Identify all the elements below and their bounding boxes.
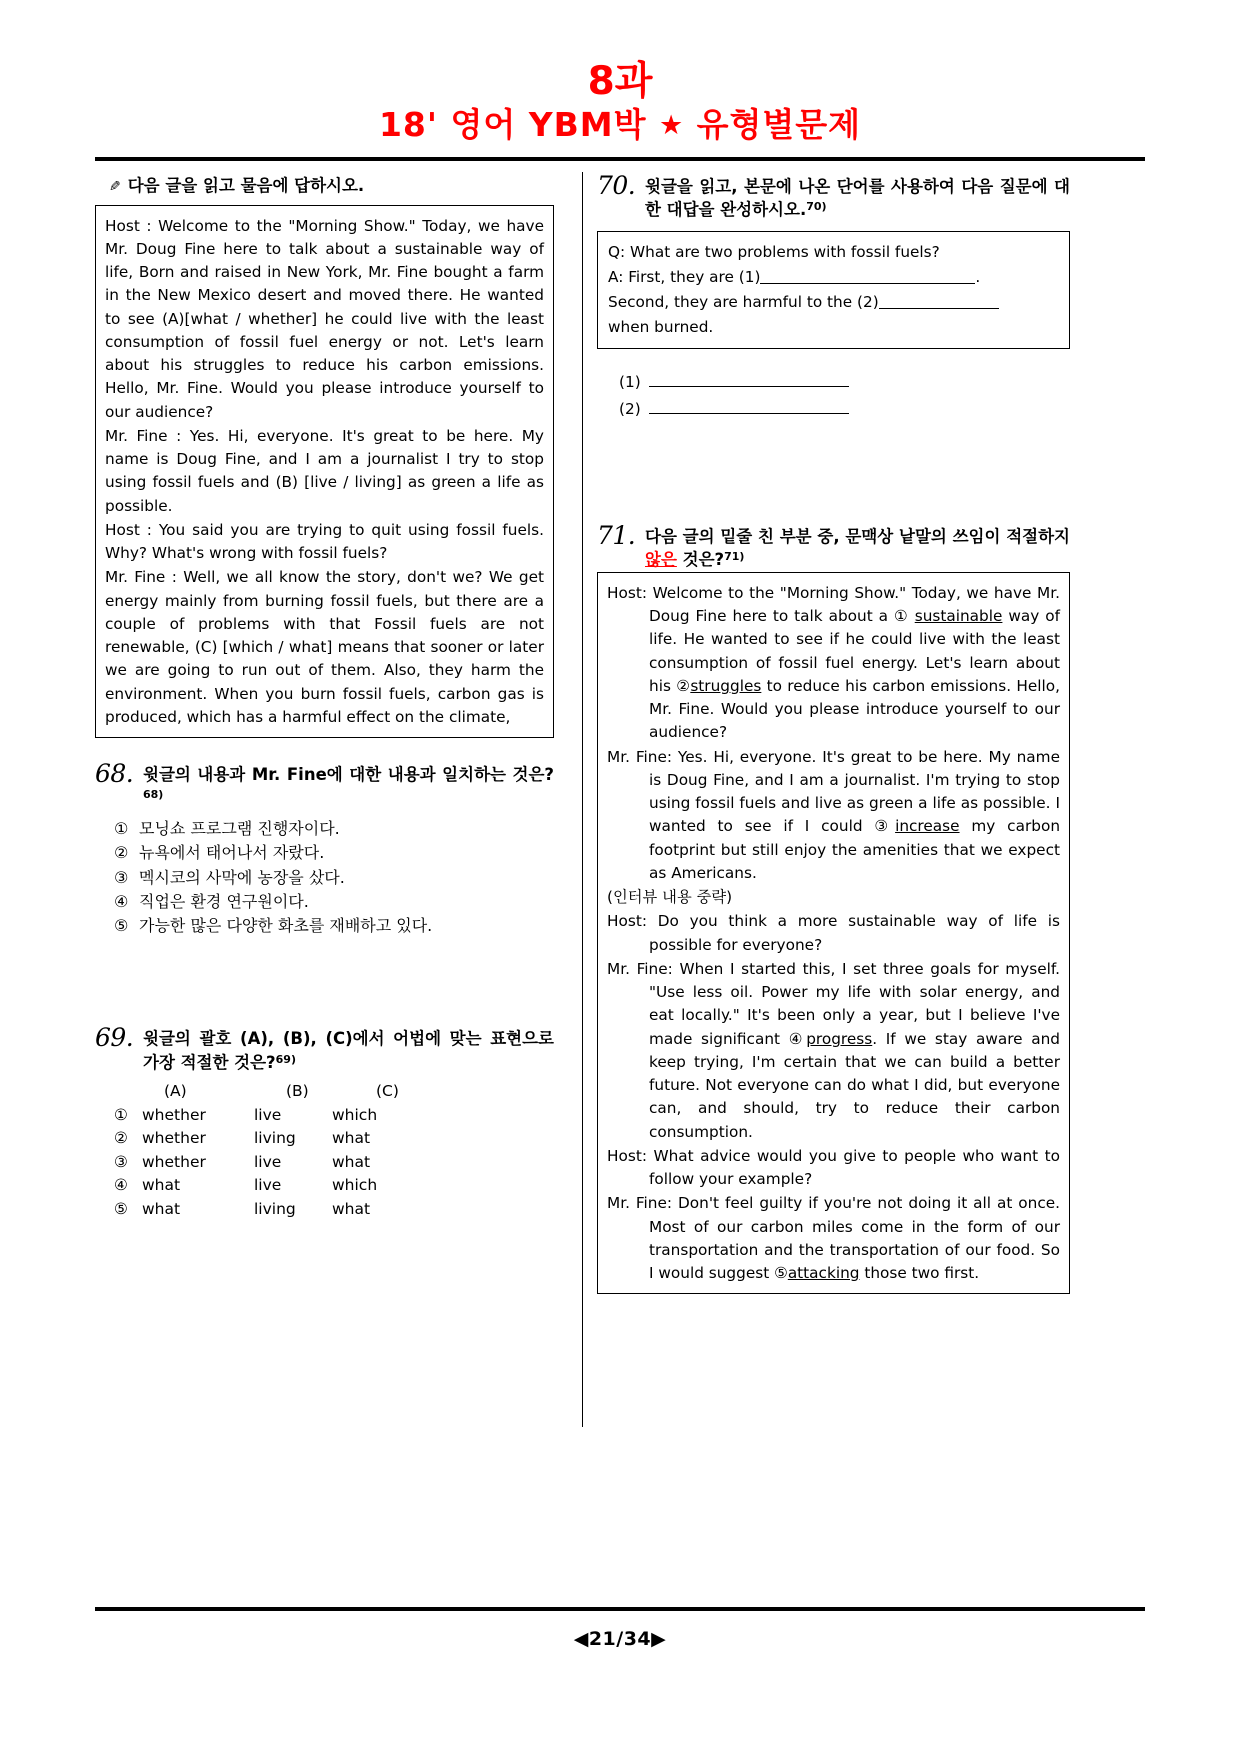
page-number: ◀21/34▶ — [573, 1628, 667, 1650]
option-table-row[interactable] — [114, 1127, 554, 1151]
fill-line-rule[interactable] — [649, 375, 849, 387]
question-70-answer-box — [597, 231, 1070, 349]
question-68 — [95, 760, 554, 938]
page-footer — [0, 1628, 1240, 1650]
directions-text: 다음 글을 읽고 물음에 답하시오. — [127, 175, 365, 195]
passage-text: Do you think a more sustainable way of life is possible for everyone? — [649, 912, 1060, 954]
fill-line-number: (2) — [619, 399, 641, 418]
speaker-label: Mr. Fine: — [607, 747, 678, 766]
qa-answer-line-2 — [608, 290, 1059, 315]
choice-label: 멕시코의 사막에 농장을 샀다. — [139, 867, 345, 887]
cell-c: what — [332, 1152, 371, 1171]
cell-b: living — [254, 1200, 296, 1219]
cell-c: what — [332, 1200, 371, 1219]
question-68-head — [95, 760, 554, 810]
page-title-suffix: 유형별문제 — [684, 105, 862, 144]
question-71-text — [645, 522, 1070, 572]
choice-item[interactable] — [114, 914, 554, 938]
question-71 — [597, 522, 1070, 1294]
choice-marker: ③ — [114, 1152, 128, 1171]
cell-b: live — [254, 1105, 282, 1124]
passage-paragraph — [607, 958, 1060, 1144]
question-71-number: 71. — [597, 521, 636, 551]
choice-marker: ② — [114, 1129, 128, 1148]
choice-marker: ⑤ — [114, 1200, 128, 1219]
choice-marker: ① — [114, 1105, 128, 1124]
qa-second-prefix: Second, they are harmful to the (2) — [608, 292, 879, 311]
passage-paragraph — [607, 746, 1060, 886]
question-70-head — [597, 172, 1070, 222]
option-table-row[interactable] — [114, 1198, 554, 1222]
question-70-stem: 윗글을 읽고, 본문에 나온 단어를 사용하여 다음 질문에 대한 대답을 완성하시오. — [645, 176, 1070, 219]
blank-field-1[interactable] — [760, 283, 975, 284]
right-column — [597, 172, 1070, 1612]
cell-a: whether — [142, 1152, 206, 1171]
question-68-stem: 윗글의 내용과 Mr. Fine에 대한 내용과 일치하는 것은? — [143, 765, 554, 785]
speaker-label: Host: — [607, 583, 653, 602]
cell-a: whether — [142, 1129, 206, 1148]
cell-a: what — [142, 1200, 181, 1219]
qa-answer-line-3: when burned. — [608, 317, 714, 336]
question-68-footnote: 68) — [143, 788, 164, 802]
cell-c: which — [332, 1176, 378, 1195]
passage-text: my carbon footprint but still enjoy the amenities that we expect as Americans. — [649, 817, 1061, 882]
question-69 — [95, 1024, 554, 1221]
star-icon: ★ — [658, 110, 685, 141]
cell-a: whether — [142, 1105, 206, 1124]
question-70-text — [645, 172, 1070, 222]
underlined-choice-word[interactable]: sustainable — [914, 607, 1003, 626]
cell-c: what — [332, 1129, 371, 1148]
option-table-row[interactable] — [114, 1151, 554, 1175]
question-69-head — [95, 1024, 554, 1074]
passage-paragraph — [607, 1192, 1060, 1285]
passage-paragraph — [607, 582, 1060, 745]
cell-b: living — [254, 1129, 296, 1148]
left-column — [95, 172, 568, 1612]
pencil-icon: ✎ — [109, 178, 121, 195]
choice-item[interactable] — [114, 866, 554, 890]
option-table-row[interactable] — [114, 1104, 554, 1128]
underlined-choice-word[interactable]: struggles — [690, 676, 762, 695]
cell-b: live — [254, 1176, 282, 1195]
passage-text: What advice would you give to people who want to follow your example? — [649, 1146, 1060, 1189]
header-divider — [95, 157, 1145, 161]
passage-text: those two first. — [859, 1264, 980, 1283]
content-columns — [95, 172, 1145, 1612]
footer-divider — [95, 1607, 1145, 1611]
lesson-label: 8과 — [587, 59, 653, 104]
option-table-row[interactable] — [114, 1174, 554, 1198]
column-header-b: (B) — [286, 1082, 309, 1101]
speaker-label: Host: — [607, 1146, 654, 1165]
passage-text: way of life. He wanted to see if he could live with the least consumption of fossil fuel energy. Let's learn about his ② — [649, 607, 1060, 695]
question-71-stem-after: 것은? — [676, 550, 725, 570]
fill-line-number: (1) — [619, 373, 641, 392]
choice-marker: ③ — [114, 867, 129, 887]
passage-paragraph: Mr. Fine : Yes. Hi, everyone. It's great to be here. My name is Doug Fine, and I am a journalist I try to stop using fossil fuels and (B) [live / living] as green a life as possible. — [105, 426, 544, 515]
passage-text: When I started this, I set three goals for myself. "Use less oil. Power my life with solar energy, and eat locally." It's been only a year, but I believe I've made significant ④ — [649, 959, 1060, 1048]
question-71-head — [597, 522, 1070, 572]
passage-text: (인터뷰 내용 중략) — [607, 888, 733, 907]
directions-line — [95, 172, 554, 196]
question-69-text — [143, 1024, 554, 1074]
qa-answer-line-1 — [608, 265, 1059, 290]
choice-marker: ④ — [114, 891, 129, 911]
underlined-choice-word[interactable]: increase — [895, 817, 960, 836]
choice-item[interactable] — [114, 817, 554, 841]
question-68-choices — [95, 817, 554, 939]
question-68-number: 68. — [95, 759, 134, 789]
choice-label: 가능한 많은 다양한 화초를 재배하고 있다. — [139, 916, 433, 936]
qa-question-line: Q: What are two problems with fossil fuels? — [608, 243, 940, 262]
option-table-header — [114, 1080, 554, 1104]
passage-text: Yes. Hi, everyone. It's great to be here. My name is Doug Fine, and I am a journalist. I'm trying to stop using fossil fuels and live as green a life as possible. I wanted to see if I could ③ — [649, 747, 1060, 836]
choice-marker: ② — [114, 843, 129, 863]
underlined-choice-word[interactable]: attacking — [787, 1264, 860, 1283]
question-70-number: 70. — [597, 170, 636, 200]
column-divider — [582, 172, 583, 1427]
passage-text: to reduce his carbon emissions. Hello, Mr. Fine. Would you please introduce yourself to our audience? — [649, 676, 1060, 742]
cell-c: which — [332, 1105, 378, 1124]
passage-text: Don't feel guilty if you're not doing it all at once. Most of our carbon miles come in the form of our transportation and the transportation of our food. So I would suggest ⑤ — [649, 1194, 1061, 1283]
fill-line-row[interactable] — [619, 396, 1070, 422]
column-header-a: (A) — [164, 1082, 187, 1101]
passage-paragraph — [607, 1145, 1060, 1192]
page-header — [95, 0, 1145, 148]
passage-text: . If we stay aware and keep trying, I'm certain that we can build a better future. Not everyone can do what I did, but everyone can, and should, try to reduce their carbon consumption. — [649, 1029, 1060, 1141]
qa-answer-suffix: . — [975, 268, 981, 287]
reading-passage-box — [95, 205, 554, 739]
question-69-footnote: 69) — [275, 1052, 296, 1066]
passage-paragraph: Mr. Fine : Well, we all know the story, don't we? We get energy mainly from burning fossil fuels, but there are a couple of problems with that Fossil fuels are not renewable, (C) [which / what] means that sooner or later we are going to run out of them. Also, they harm the environment. When you burn fossil fuels, carbon gas is produced, which has a harmful effect on the climate, — [105, 568, 544, 726]
choice-item[interactable] — [114, 890, 554, 914]
choice-label: 뉴욕에서 태어나서 자랐다. — [139, 843, 325, 863]
question-68-text — [143, 760, 554, 810]
passage-paragraph — [607, 910, 1060, 957]
choice-label: 모닝쇼 프로그램 진행자이다. — [139, 818, 340, 838]
qa-answer-prefix: A: First, they are (1) — [608, 268, 761, 287]
underlined-choice-word[interactable]: progress — [806, 1029, 873, 1048]
page-title — [95, 103, 1145, 148]
question-70 — [597, 172, 1070, 423]
choice-marker: ④ — [114, 1176, 128, 1195]
choice-marker: ① — [114, 818, 129, 838]
question-71-stem-before: 다음 글의 밑줄 친 부분 중, 문맥상 낱말의 쓰임이 적절하지 — [645, 527, 1070, 547]
speaker-label: Mr. Fine: — [607, 959, 680, 978]
choice-label: 직업은 환경 연구원이다. — [139, 891, 309, 911]
question-71-negative-word: 않은 — [645, 550, 677, 570]
question-71-footnote: 71) — [724, 550, 745, 564]
question-71-passage-box — [597, 572, 1070, 1295]
question-70-fill-lines — [597, 369, 1070, 422]
passage-text: Welcome to the "Morning Show." Today, we have Mr. Doug Fine here to talk about a ① — [649, 583, 1060, 626]
blank-field-2[interactable] — [879, 308, 999, 309]
fill-line-row[interactable] — [619, 369, 1070, 395]
question-69-option-table — [95, 1080, 554, 1221]
column-header-c: (C) — [376, 1082, 399, 1101]
passage-paragraph — [607, 886, 1060, 909]
choice-item[interactable] — [114, 841, 554, 865]
cell-a: what — [142, 1176, 181, 1195]
fill-line-rule[interactable] — [649, 402, 849, 414]
passage-paragraph: Host : You said you are trying to quit using fossil fuels. Why? What's wrong with fossil fuels? — [105, 520, 544, 563]
question-69-number: 69. — [95, 1023, 134, 1053]
choice-marker: ⑤ — [114, 916, 129, 936]
passage-paragraph: Host : Welcome to the "Morning Show." Today, we have Mr. Doug Fine here to talk about a sustainable way of life, Born and raised in New York, Mr. Fine bought a farm in the New Mexico desert and moved there. He wanted to see (A)[what / whether] he could live with the least consumption of fossil fuel energy or not. Let's learn about his struggles to reduce his carbon emissions. Hello, Mr. Fine. Would you please introduce yourself to our audience? — [105, 216, 544, 421]
speaker-label: Host: — [607, 912, 658, 931]
page-title-prefix: 18' 영어 YBM박 — [378, 105, 659, 144]
cell-b: live — [254, 1152, 282, 1171]
question-69-stem: 윗글의 괄호 (A), (B), (C)에서 어법에 맞는 표현으로 가장 적절한 것은? — [143, 1029, 554, 1072]
speaker-label: Mr. Fine: — [607, 1194, 678, 1213]
question-70-footnote: 70) — [806, 199, 827, 213]
